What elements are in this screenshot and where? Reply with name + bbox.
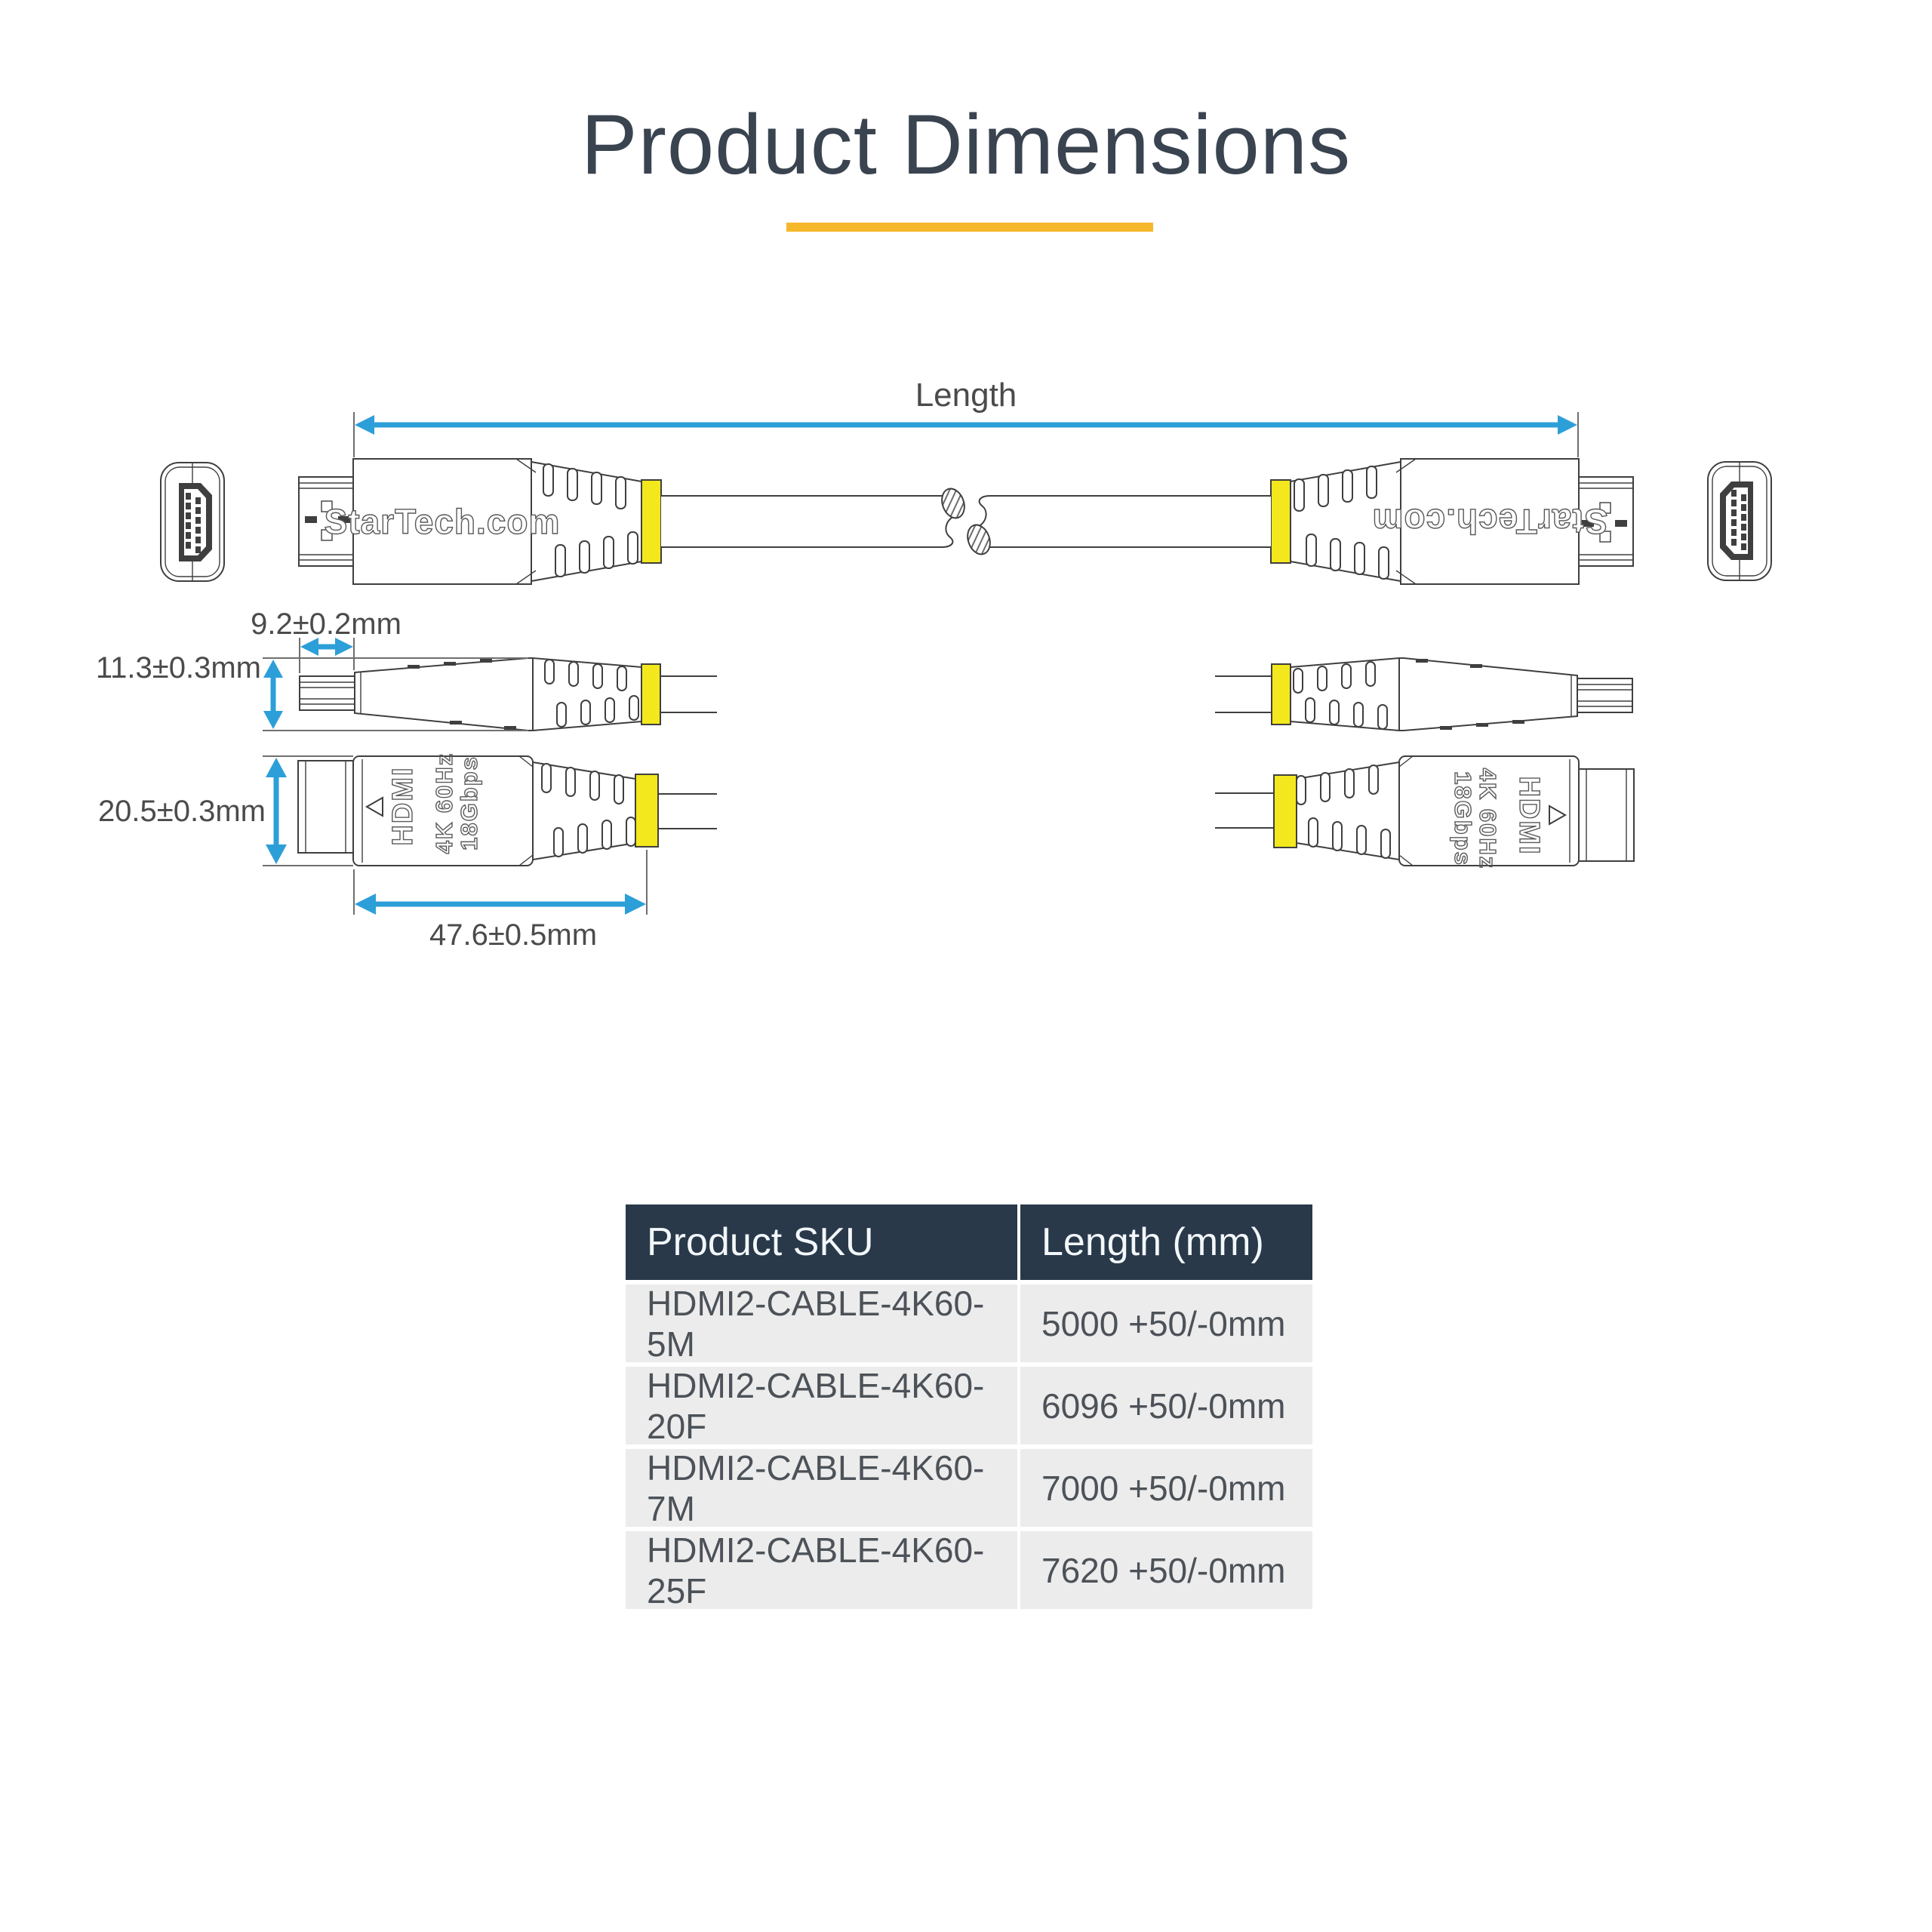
yellow-band xyxy=(641,480,661,563)
table-header-length: Length (mm) xyxy=(1020,1204,1312,1280)
sku-cell: HDMI2-CABLE-4K60-25F xyxy=(626,1531,1017,1609)
hdmi-plug-side xyxy=(300,676,355,710)
yellow-band-side xyxy=(641,664,660,724)
cable-segment xyxy=(661,485,968,547)
hdmi-connector-main-view-left xyxy=(161,459,968,584)
arrowhead-down-icon xyxy=(263,711,283,729)
dimension-length xyxy=(354,377,1578,457)
arrowhead-left-icon xyxy=(355,415,374,435)
sku-cell: HDMI2-CABLE-4K60-5M xyxy=(626,1284,1017,1362)
arrowhead-up-icon xyxy=(263,660,283,678)
length-cell: 5000 +50/-0mm xyxy=(1020,1284,1312,1362)
arrowhead-right-icon xyxy=(1558,415,1577,435)
hdmi-connector-top-view-right xyxy=(1215,756,1634,869)
arrowhead-up-icon xyxy=(266,758,287,777)
table-header-product-sku: Product SKU xyxy=(626,1204,1017,1280)
table-header-row xyxy=(626,1204,1312,1280)
arrowhead-right-icon xyxy=(625,894,646,915)
connector-body-side xyxy=(355,658,533,731)
resolution-molded-label: 4K 60Hz xyxy=(431,752,457,854)
table-row xyxy=(626,1449,1312,1527)
sku-cell: HDMI2-CABLE-4K60-20F xyxy=(626,1367,1017,1444)
hdmi-connector-side-view-right xyxy=(1215,658,1632,731)
table-row xyxy=(626,1531,1312,1609)
hdmi-connector-side-view-left xyxy=(300,658,717,731)
length-cell: 7620 +50/-0mm xyxy=(1020,1531,1312,1609)
cable-stub-top xyxy=(658,794,717,829)
connector-width-dimension-label: 20.5±0.3mm xyxy=(97,795,266,828)
bandwidth-molded-label: 18Gbps xyxy=(456,755,482,851)
page-title: Product Dimensions xyxy=(580,97,1352,192)
connector-length-dimension-label: 47.6±0.5mm xyxy=(429,918,598,952)
sku-cell: HDMI2-CABLE-4K60-7M xyxy=(626,1449,1017,1527)
sku-table xyxy=(626,1204,1312,1614)
hdmi-connector-top-view-left xyxy=(298,752,717,866)
arrowhead-left-icon xyxy=(355,894,376,915)
table-row xyxy=(626,1367,1312,1444)
cable-stub-side xyxy=(660,676,717,712)
hdmi-molded-label: HDMI xyxy=(387,766,419,846)
table-row xyxy=(626,1284,1312,1362)
arrowhead-down-icon xyxy=(266,844,287,864)
connector-height-dimension-label: 11.3±0.3mm xyxy=(95,651,261,685)
length-cell: 6096 +50/-0mm xyxy=(1020,1367,1312,1444)
hdmi-plug-top xyxy=(298,761,354,853)
startech-logo: StarTech.com xyxy=(324,502,561,541)
hdmi-port-face-view xyxy=(161,463,224,581)
yellow-band-top xyxy=(635,774,658,847)
strain-relief-top xyxy=(533,762,635,860)
plug-depth-dimension-label: 9.2±0.2mm xyxy=(251,608,401,641)
strain-relief-side xyxy=(533,658,641,731)
length-cell: 7000 +50/-0mm xyxy=(1020,1449,1312,1527)
length-dimension-label: Length xyxy=(915,377,1017,414)
hdmi-connector-main-view-right xyxy=(964,459,1771,584)
